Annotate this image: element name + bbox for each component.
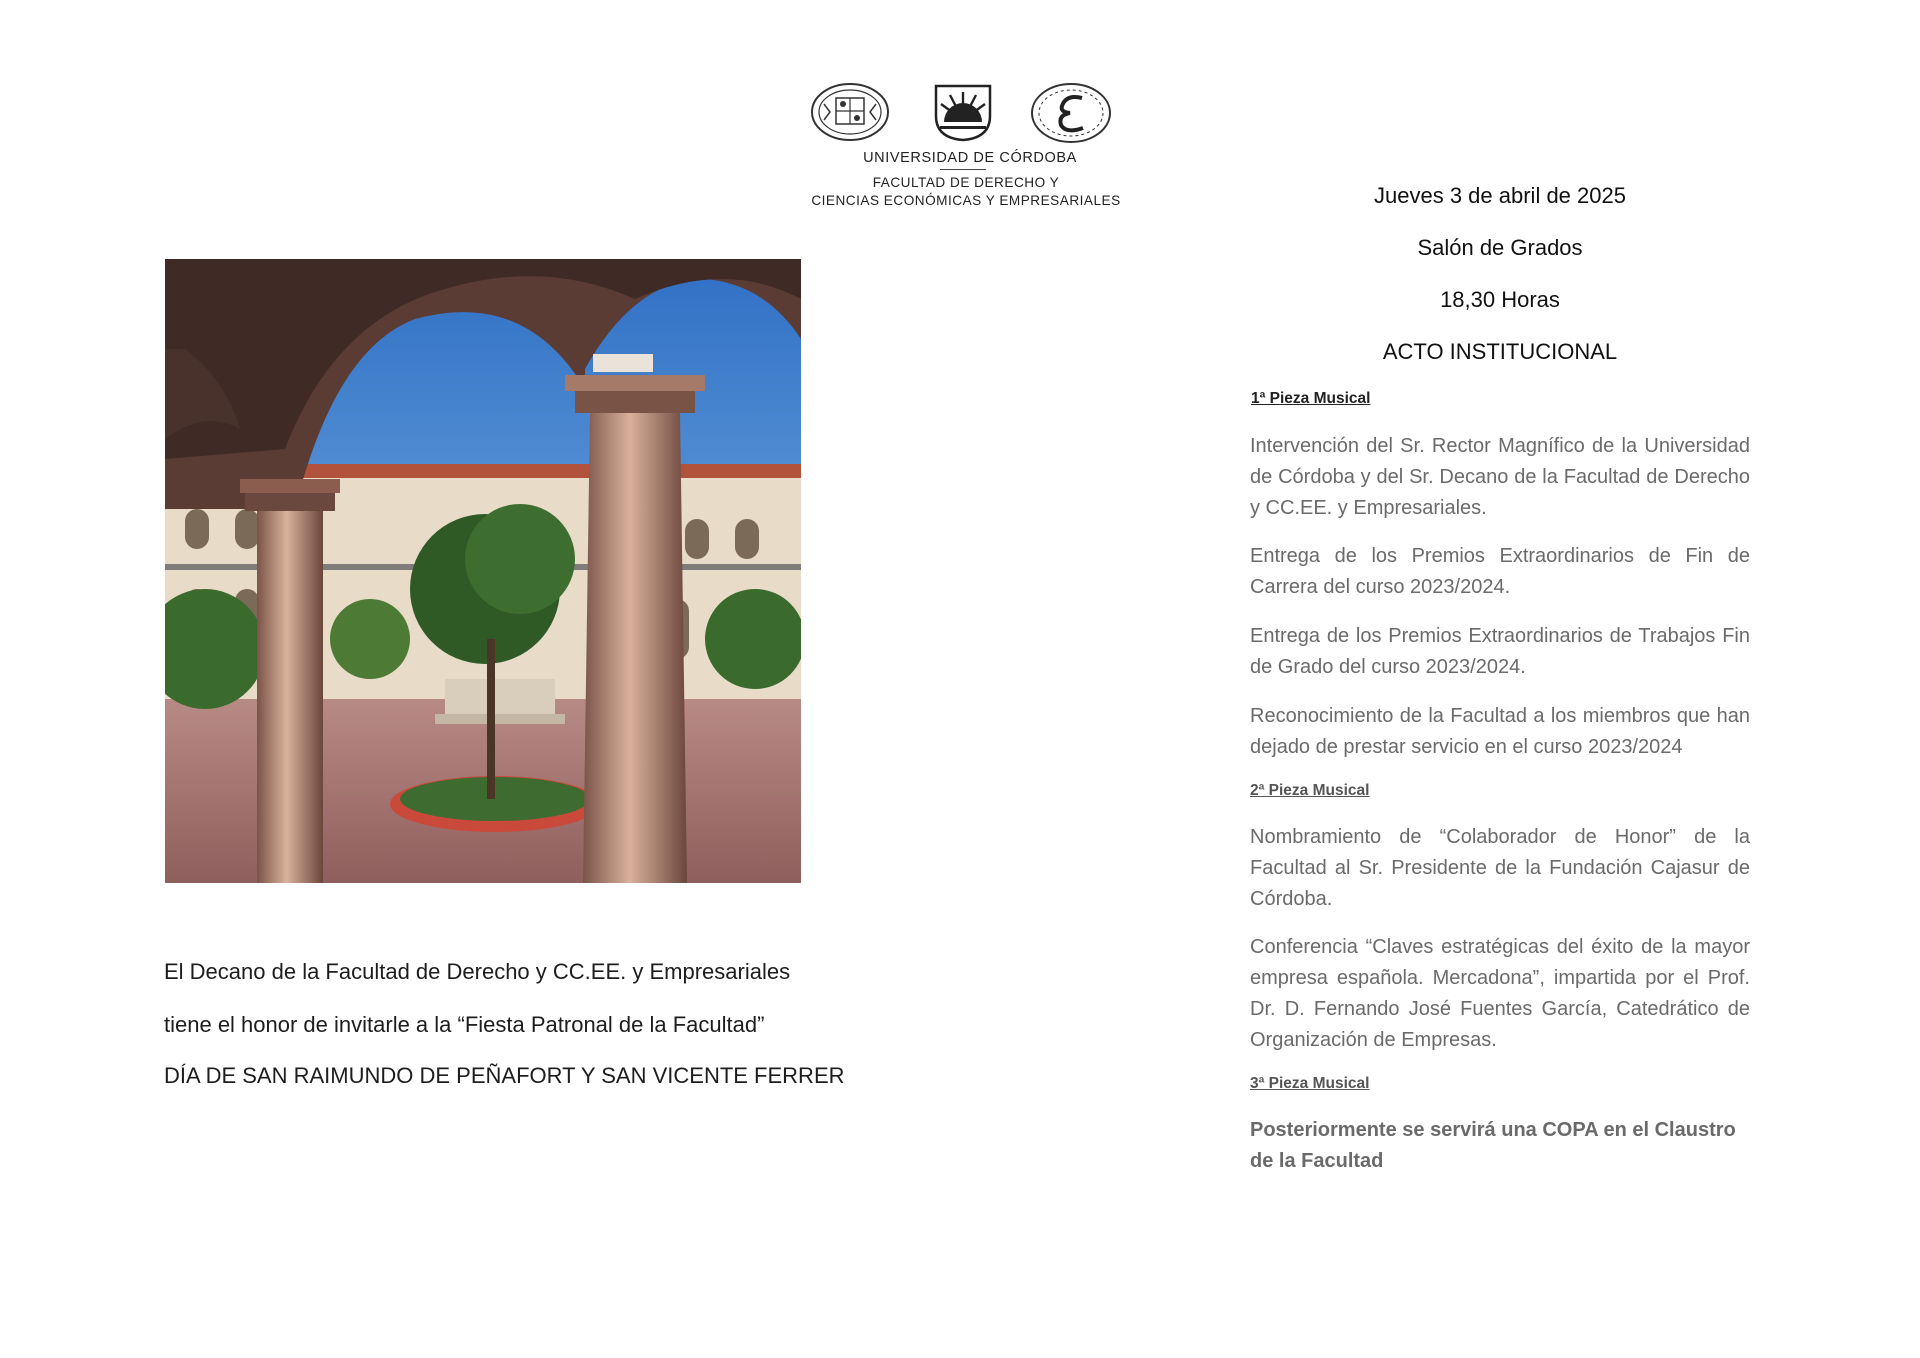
event-place: Salón de Grados	[1417, 235, 1583, 260]
program-music-1: 1ª Pieza Musical	[1251, 390, 1371, 407]
invitation-line-3: DÍA DE SAN RAIMUNDO DE PEÑAFORT Y SAN VICENTE FERRER	[164, 1063, 845, 1088]
program-item-1: Intervención del Sr. Rector Magnífico de la Universidad de Córdoba y del Sr. Decano de la Facultad de Derecho y CC.EE. y Empresariales.	[1250, 435, 1750, 519]
event-date: Jueves 3 de abril de 2025	[1374, 183, 1626, 208]
faculty-name-line2: CIENCIAS ECONÓMICAS Y EMPRESARIALES	[811, 193, 1121, 208]
university-name: UNIVERSIDAD DE CÓRDOBA	[863, 150, 1077, 166]
university-cordoba-emblem-icon	[930, 82, 996, 142]
faculty-name-line1: FACULTAD DE DERECHO Y	[872, 175, 1060, 190]
program-item-2: Entrega de los Premios Extraordinarios de Fin de Carrera del curso 2023/2024.	[1250, 545, 1750, 598]
program-item-5: Nombramiento de “Colaborador de Honor” de la Facultad al Sr. Presidente de la Fundación Cajasur de Córdoba.	[1250, 826, 1750, 910]
program-item-6: Conferencia “Claves estratégicas del éxito de la mayor empresa española. Mercadona”, impartida por el Prof. Dr. D. Fernando José Fuentes García, Catedrático de Organización de Empresas.	[1250, 936, 1750, 1051]
program-music-2: 2ª Pieza Musical	[1250, 782, 1370, 799]
cloister-arches-photo	[165, 259, 801, 883]
invitation-line-2: tiene el honor de invitarle a la “Fiesta Patronal de la Facultad”	[164, 1012, 765, 1037]
program-item-3: Entrega de los Premios Extraordinarios de Trabajos Fin de Grado del curso 2023/2024.	[1250, 625, 1750, 678]
university-underline-divider	[940, 169, 986, 170]
header-logos	[810, 82, 1130, 152]
program-closing: Posteriormente se servirá una COPA en el Claustro de la Facultad	[1250, 1119, 1736, 1172]
invitation-line-1: El Decano de la Facultad de Derecho y CC.EE. y Empresariales	[164, 959, 791, 984]
economics-faculty-seal-icon	[1030, 82, 1112, 144]
law-faculty-seal-icon	[810, 82, 890, 142]
program-item-4: Reconocimiento de la Facultad a los miembros que han dejado de prestar servicio en el curso 2023/2024	[1250, 705, 1750, 758]
event-time: 18,30 Horas	[1440, 287, 1560, 312]
cloister-illustration	[165, 259, 801, 883]
program-music-3: 3ª Pieza Musical	[1250, 1075, 1370, 1092]
event-title: ACTO INSTITUCIONAL	[1382, 339, 1618, 364]
